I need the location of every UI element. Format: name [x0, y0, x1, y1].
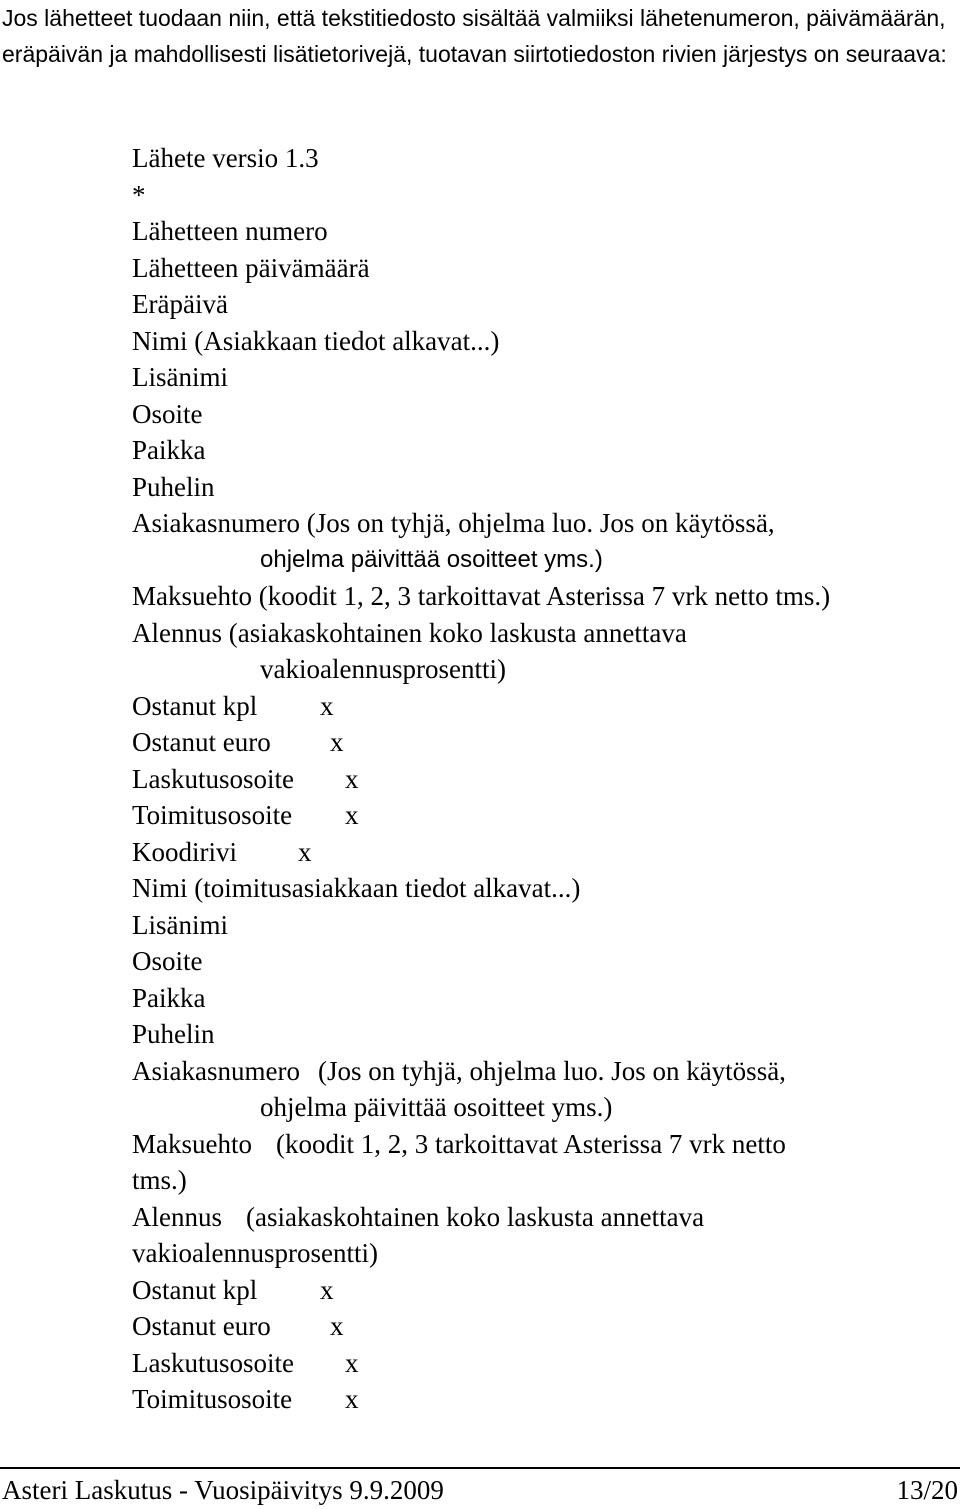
list-item-coderow	[132, 834, 952, 871]
list-item-custno1-cont: ohjelma päivittää osoitteet yms.)	[260, 545, 603, 573]
list-item-billing1	[132, 761, 952, 798]
list-item-address1: Osoite	[132, 398, 203, 429]
list-item-name2: Nimi (toimitusasiakkaan tiedot alkavat...)	[132, 873, 581, 903]
list-item-extra-name1: Lisänimi	[132, 362, 228, 392]
intro-paragraph: Jos lähetteet tuodaan niin, että tekstitiedosto sisältää valmiiksi lähetenumeron, päivämäärän, eräpäivän ja mahdollisesti lisätietorivejä, tuotavan siirtotiedoston rivien järjestys on seuraava:	[2, 5, 947, 67]
discount2-desc: (asiakaskohtainen koko laskusta annettava	[246, 1201, 705, 1232]
field-order-list	[132, 140, 952, 1418]
delivery1-label: Toimitusosoite	[132, 800, 293, 830]
list-item-delivery2	[132, 1381, 952, 1418]
list-item-discount2	[132, 1199, 952, 1236]
list-item-discount1: Alennus (asiakaskohtainen koko laskusta annettava	[132, 617, 687, 648]
list-item-bought-eur1	[132, 724, 952, 761]
list-item-custno1: Asiakasnumero (Jos on tyhjä, ohjelma luo. Jos on käytössä,	[132, 508, 775, 538]
list-item-place1: Paikka	[132, 435, 206, 465]
bought-pcs2-mark: x	[320, 1274, 334, 1305]
list-item-bought-pcs2	[132, 1272, 952, 1309]
list-item-terms2	[132, 1126, 952, 1163]
delivery2-label: Toimitusosoite	[132, 1384, 293, 1414]
page-number: 13/20	[896, 1475, 958, 1505]
bought-eur2-mark: x	[330, 1311, 344, 1341]
discount2-label: Alennus	[132, 1201, 222, 1232]
bought-eur2-label: Ostanut euro	[132, 1311, 271, 1341]
list-item-discount2-cont: vakioalennusprosentti)	[132, 1238, 378, 1268]
bought-pcs1-mark: x	[320, 690, 334, 721]
list-item-due: Eräpäivä	[132, 289, 228, 319]
list-item-name1: Nimi (Asiakkaan tiedot alkavat...)	[132, 325, 500, 356]
list-item-date: Lähetteen päivämäärä	[132, 252, 370, 283]
coderow-mark: x	[298, 836, 312, 867]
list-item-version: Lähete versio 1.3	[132, 143, 319, 173]
list-item-phone2: Puhelin	[132, 1019, 215, 1049]
terms2-desc: (koodit 1, 2, 3 tarkoittavat Asterissa 7 vrk netto	[275, 1128, 786, 1159]
bought-pcs2-label: Ostanut kpl	[132, 1274, 258, 1305]
list-item-extra-name2: Lisänimi	[132, 909, 228, 940]
billing1-mark: x	[345, 763, 359, 794]
bought-eur1-mark: x	[330, 727, 344, 757]
billing2-mark: x	[345, 1347, 359, 1378]
delivery1-mark: x	[345, 800, 359, 830]
list-item-terms2-cont: tms.)	[132, 1165, 187, 1195]
custno2-label: Asiakasnumero	[132, 1055, 300, 1086]
delivery2-mark: x	[345, 1384, 359, 1414]
terms2-label: Maksuehto	[132, 1128, 252, 1159]
footer-title: Asteri Laskutus - Vuosipäivitys 9.9.2009	[2, 1475, 444, 1505]
billing1-label: Laskutusosoite	[132, 763, 294, 794]
list-item-bought-pcs1	[132, 688, 952, 725]
list-item-place2: Paikka	[132, 982, 206, 1013]
list-item-address2: Osoite	[132, 946, 203, 976]
list-item-bought-eur2	[132, 1308, 952, 1345]
bought-pcs1-label: Ostanut kpl	[132, 690, 258, 721]
custno2-desc: (Jos on tyhjä, ohjelma luo. Jos on käytössä,	[317, 1055, 786, 1086]
list-item-billing2	[132, 1345, 952, 1382]
bought-eur1-label: Ostanut euro	[132, 727, 271, 757]
list-item-custno2-cont: ohjelma päivittää osoitteet yms.)	[260, 1092, 613, 1122]
list-item-star: *	[132, 179, 146, 210]
billing2-label: Laskutusosoite	[132, 1347, 294, 1378]
list-item-number: Lähetteen numero	[132, 216, 328, 246]
coderow-label: Koodirivi	[132, 836, 237, 867]
list-item-phone1: Puhelin	[132, 471, 215, 502]
list-item-delivery1	[132, 797, 952, 834]
footer-divider	[0, 1467, 960, 1469]
list-item-custno2	[132, 1053, 952, 1090]
list-item-terms1: Maksuehto (koodit 1, 2, 3 tarkoittavat Asterissa 7 vrk netto tms.)	[132, 581, 831, 611]
list-item-discount1-cont: vakioalennusprosentti)	[260, 654, 506, 684]
